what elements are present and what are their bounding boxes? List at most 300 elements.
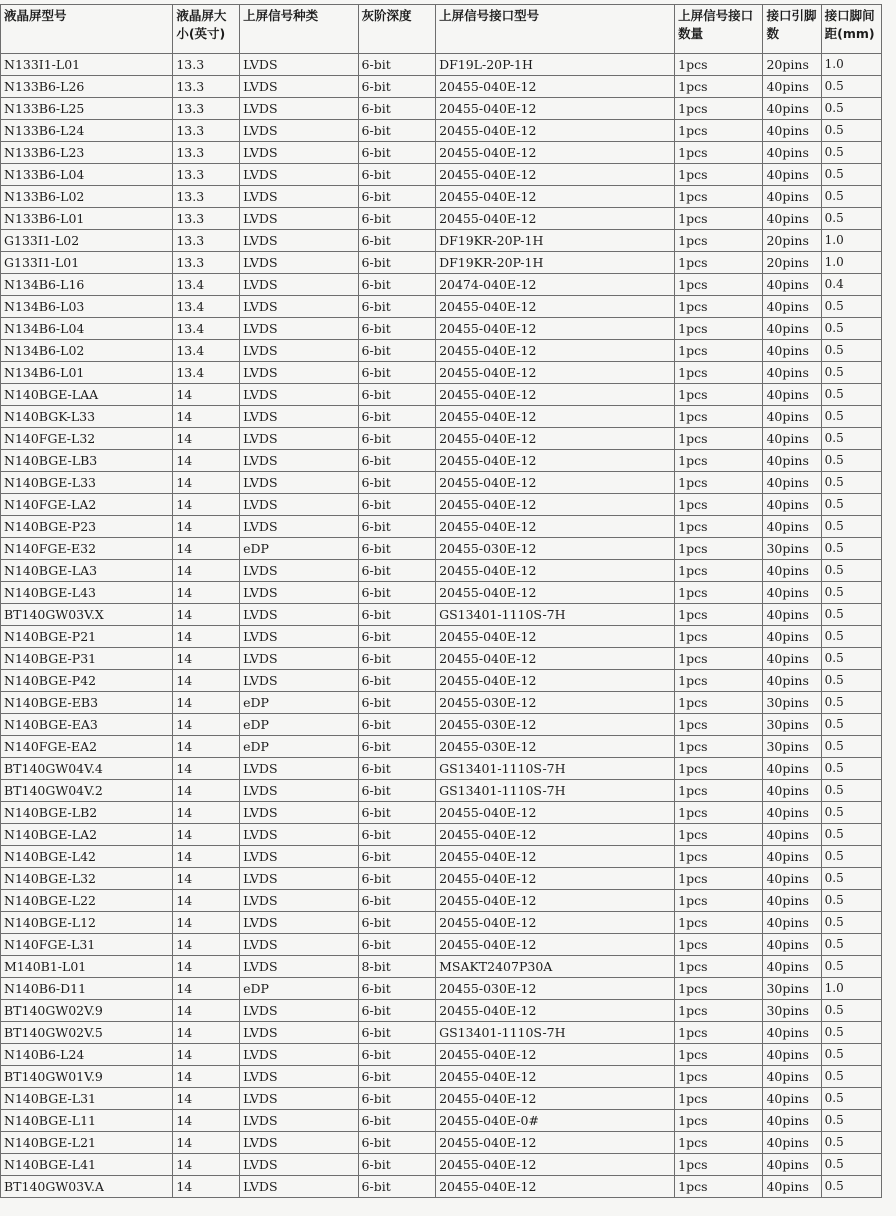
cell-pin-pitch: 0.5 xyxy=(821,494,881,516)
cell-connector-qty: 1pcs xyxy=(675,406,763,428)
cell-pin-count: 30pins xyxy=(763,1000,821,1022)
cell-signal-type: LVDS xyxy=(240,252,358,274)
cell-signal-type: LVDS xyxy=(240,846,358,868)
cell-bit-depth: 8-bit xyxy=(358,956,436,978)
cell-pin-pitch: 0.5 xyxy=(821,736,881,758)
cell-pin-pitch: 0.5 xyxy=(821,802,881,824)
cell-connector-model: 20455-040E-12 xyxy=(436,164,675,186)
cell-bit-depth: 6-bit xyxy=(358,868,436,890)
cell-connector-qty: 1pcs xyxy=(675,1044,763,1066)
cell-connector-model: 20455-040E-12 xyxy=(436,1000,675,1022)
cell-bit-depth: 6-bit xyxy=(358,1132,436,1154)
cell-pin-count: 40pins xyxy=(763,670,821,692)
cell-pin-pitch: 1.0 xyxy=(821,54,881,76)
table-row xyxy=(1,450,882,472)
cell-model: BT140GW01V.9 xyxy=(1,1066,173,1088)
cell-size: 14 xyxy=(173,450,240,472)
cell-bit-depth: 6-bit xyxy=(358,560,436,582)
cell-pin-count: 40pins xyxy=(763,362,821,384)
cell-signal-type: LVDS xyxy=(240,186,358,208)
cell-bit-depth: 6-bit xyxy=(358,54,436,76)
cell-pin-count: 40pins xyxy=(763,98,821,120)
table-row xyxy=(1,164,882,186)
cell-pin-pitch: 0.5 xyxy=(821,450,881,472)
cell-connector-qty: 1pcs xyxy=(675,450,763,472)
cell-connector-model: 20455-040E-12 xyxy=(436,76,675,98)
cell-bit-depth: 6-bit xyxy=(358,406,436,428)
cell-connector-qty: 1pcs xyxy=(675,780,763,802)
cell-signal-type: LVDS xyxy=(240,230,358,252)
table-row xyxy=(1,142,882,164)
cell-model: N140B6-D11 xyxy=(1,978,173,1000)
cell-bit-depth: 6-bit xyxy=(358,98,436,120)
cell-bit-depth: 6-bit xyxy=(358,472,436,494)
cell-model: N133B6-L26 xyxy=(1,76,173,98)
cell-model: N140BGK-L33 xyxy=(1,406,173,428)
cell-connector-model: 20455-030E-12 xyxy=(436,538,675,560)
cell-pin-count: 40pins xyxy=(763,1088,821,1110)
cell-connector-model: DF19KR-20P-1H xyxy=(436,252,675,274)
cell-bit-depth: 6-bit xyxy=(358,692,436,714)
cell-size: 14 xyxy=(173,1066,240,1088)
cell-pin-pitch: 0.5 xyxy=(821,208,881,230)
cell-signal-type: LVDS xyxy=(240,450,358,472)
cell-signal-type: LVDS xyxy=(240,472,358,494)
cell-pin-pitch: 0.5 xyxy=(821,318,881,340)
cell-connector-qty: 1pcs xyxy=(675,714,763,736)
cell-size: 14 xyxy=(173,384,240,406)
cell-connector-qty: 1pcs xyxy=(675,890,763,912)
cell-connector-qty: 1pcs xyxy=(675,120,763,142)
cell-pin-count: 40pins xyxy=(763,758,821,780)
cell-size: 14 xyxy=(173,1110,240,1132)
cell-pin-pitch: 0.5 xyxy=(821,560,881,582)
cell-bit-depth: 6-bit xyxy=(358,1066,436,1088)
cell-size: 14 xyxy=(173,868,240,890)
table-row xyxy=(1,780,882,802)
cell-model: N140BGE-L41 xyxy=(1,1154,173,1176)
cell-pin-pitch: 0.5 xyxy=(821,516,881,538)
cell-size: 14 xyxy=(173,428,240,450)
table-row xyxy=(1,340,882,362)
cell-pin-pitch: 0.5 xyxy=(821,912,881,934)
cell-signal-type: LVDS xyxy=(240,626,358,648)
cell-pin-pitch: 0.5 xyxy=(821,1088,881,1110)
cell-connector-model: 20455-030E-12 xyxy=(436,736,675,758)
cell-pin-count: 40pins xyxy=(763,802,821,824)
cell-pin-pitch: 0.5 xyxy=(821,1022,881,1044)
table-row xyxy=(1,692,882,714)
cell-signal-type: LVDS xyxy=(240,1176,358,1198)
cell-bit-depth: 6-bit xyxy=(358,1000,436,1022)
table-row xyxy=(1,76,882,98)
cell-model: N134B6-L03 xyxy=(1,296,173,318)
table-row xyxy=(1,912,882,934)
cell-connector-model: GS13401-1110S-7H xyxy=(436,604,675,626)
cell-pin-count: 40pins xyxy=(763,186,821,208)
cell-signal-type: LVDS xyxy=(240,824,358,846)
cell-size: 14 xyxy=(173,736,240,758)
cell-pin-count: 40pins xyxy=(763,604,821,626)
cell-pin-count: 40pins xyxy=(763,164,821,186)
cell-connector-qty: 1pcs xyxy=(675,758,763,780)
cell-model: BT140GW03V.X xyxy=(1,604,173,626)
cell-model: N140BGE-LB3 xyxy=(1,450,173,472)
cell-size: 13.3 xyxy=(173,186,240,208)
cell-model: N140BGE-P31 xyxy=(1,648,173,670)
table-row xyxy=(1,626,882,648)
cell-size: 14 xyxy=(173,692,240,714)
cell-connector-qty: 1pcs xyxy=(675,1000,763,1022)
cell-size: 14 xyxy=(173,670,240,692)
cell-connector-qty: 1pcs xyxy=(675,1088,763,1110)
cell-bit-depth: 6-bit xyxy=(358,76,436,98)
cell-size: 14 xyxy=(173,846,240,868)
cell-model: BT140GW04V.2 xyxy=(1,780,173,802)
cell-pin-count: 40pins xyxy=(763,868,821,890)
cell-connector-model: 20455-040E-12 xyxy=(436,1088,675,1110)
cell-pin-pitch: 0.5 xyxy=(821,824,881,846)
cell-size: 14 xyxy=(173,1044,240,1066)
cell-model: N133B6-L25 xyxy=(1,98,173,120)
cell-size: 13.4 xyxy=(173,318,240,340)
cell-signal-type: LVDS xyxy=(240,956,358,978)
cell-pin-pitch: 0.5 xyxy=(821,142,881,164)
cell-pin-count: 40pins xyxy=(763,472,821,494)
cell-model: N133B6-L04 xyxy=(1,164,173,186)
cell-pin-pitch: 0.5 xyxy=(821,384,881,406)
cell-connector-model: 20455-040E-12 xyxy=(436,648,675,670)
table-row xyxy=(1,120,882,142)
header-size: 液晶屏大小(英寸) xyxy=(173,5,240,54)
cell-model: BT140GW02V.5 xyxy=(1,1022,173,1044)
cell-size: 13.3 xyxy=(173,120,240,142)
cell-pin-pitch: 0.5 xyxy=(821,648,881,670)
cell-bit-depth: 6-bit xyxy=(358,1176,436,1198)
cell-connector-qty: 1pcs xyxy=(675,538,763,560)
cell-model: BT140GW04V.4 xyxy=(1,758,173,780)
cell-pin-pitch: 0.5 xyxy=(821,76,881,98)
table-row xyxy=(1,230,882,252)
cell-bit-depth: 6-bit xyxy=(358,208,436,230)
cell-model: N140BGE-LAA xyxy=(1,384,173,406)
cell-signal-type: eDP xyxy=(240,978,358,1000)
cell-connector-qty: 1pcs xyxy=(675,98,763,120)
cell-bit-depth: 6-bit xyxy=(358,1088,436,1110)
cell-connector-qty: 1pcs xyxy=(675,340,763,362)
cell-bit-depth: 6-bit xyxy=(358,670,436,692)
cell-pin-count: 40pins xyxy=(763,428,821,450)
cell-model: M140B1-L01 xyxy=(1,956,173,978)
cell-bit-depth: 6-bit xyxy=(358,186,436,208)
cell-model: N140FGE-L31 xyxy=(1,934,173,956)
table-row xyxy=(1,1110,882,1132)
cell-bit-depth: 6-bit xyxy=(358,274,436,296)
cell-bit-depth: 6-bit xyxy=(358,142,436,164)
cell-bit-depth: 6-bit xyxy=(358,340,436,362)
cell-model: N140FGE-EA2 xyxy=(1,736,173,758)
cell-bit-depth: 6-bit xyxy=(358,120,436,142)
table-row xyxy=(1,274,882,296)
cell-size: 14 xyxy=(173,890,240,912)
cell-bit-depth: 6-bit xyxy=(358,648,436,670)
cell-signal-type: LVDS xyxy=(240,384,358,406)
table-row xyxy=(1,978,882,1000)
cell-model: N133B6-L23 xyxy=(1,142,173,164)
lcd-spec-table xyxy=(0,4,882,1198)
cell-signal-type: LVDS xyxy=(240,296,358,318)
cell-pin-count: 40pins xyxy=(763,1110,821,1132)
table-row xyxy=(1,516,882,538)
table-row xyxy=(1,406,882,428)
cell-signal-type: eDP xyxy=(240,692,358,714)
cell-size: 14 xyxy=(173,802,240,824)
cell-pin-count: 40pins xyxy=(763,494,821,516)
table-row xyxy=(1,252,882,274)
cell-model: N140BGE-L42 xyxy=(1,846,173,868)
cell-signal-type: LVDS xyxy=(240,758,358,780)
cell-pin-count: 40pins xyxy=(763,582,821,604)
cell-connector-qty: 1pcs xyxy=(675,626,763,648)
cell-connector-model: 20455-040E-12 xyxy=(436,450,675,472)
cell-size: 14 xyxy=(173,626,240,648)
cell-signal-type: LVDS xyxy=(240,1132,358,1154)
cell-size: 13.4 xyxy=(173,340,240,362)
cell-signal-type: LVDS xyxy=(240,120,358,142)
cell-pin-pitch: 0.5 xyxy=(821,1044,881,1066)
cell-pin-count: 40pins xyxy=(763,1044,821,1066)
cell-connector-model: 20455-040E-12 xyxy=(436,1176,675,1198)
cell-pin-pitch: 0.5 xyxy=(821,758,881,780)
cell-pin-pitch: 0.5 xyxy=(821,780,881,802)
cell-connector-model: 20455-030E-12 xyxy=(436,692,675,714)
table-row xyxy=(1,670,882,692)
cell-connector-qty: 1pcs xyxy=(675,868,763,890)
cell-pin-count: 40pins xyxy=(763,648,821,670)
cell-bit-depth: 6-bit xyxy=(358,714,436,736)
cell-model: N133B6-L02 xyxy=(1,186,173,208)
cell-connector-model: 20455-040E-12 xyxy=(436,582,675,604)
table-row xyxy=(1,1132,882,1154)
cell-pin-pitch: 0.5 xyxy=(821,296,881,318)
cell-bit-depth: 6-bit xyxy=(358,824,436,846)
cell-signal-type: LVDS xyxy=(240,912,358,934)
cell-bit-depth: 6-bit xyxy=(358,516,436,538)
table-row xyxy=(1,824,882,846)
cell-signal-type: LVDS xyxy=(240,780,358,802)
cell-pin-pitch: 0.5 xyxy=(821,670,881,692)
cell-pin-pitch: 0.5 xyxy=(821,868,881,890)
cell-pin-count: 40pins xyxy=(763,890,821,912)
cell-model: N140BGE-L11 xyxy=(1,1110,173,1132)
cell-bit-depth: 6-bit xyxy=(358,318,436,340)
cell-pin-count: 40pins xyxy=(763,1154,821,1176)
cell-bit-depth: 6-bit xyxy=(358,604,436,626)
cell-connector-model: 20455-040E-12 xyxy=(436,318,675,340)
cell-model: N140BGE-P42 xyxy=(1,670,173,692)
cell-connector-qty: 1pcs xyxy=(675,692,763,714)
cell-model: N140BGE-LA2 xyxy=(1,824,173,846)
cell-bit-depth: 6-bit xyxy=(358,164,436,186)
cell-pin-count: 20pins xyxy=(763,54,821,76)
table-row xyxy=(1,582,882,604)
cell-connector-model: 20455-040E-12 xyxy=(436,802,675,824)
cell-connector-model: 20455-040E-12 xyxy=(436,934,675,956)
cell-size: 13.3 xyxy=(173,76,240,98)
cell-connector-qty: 1pcs xyxy=(675,1132,763,1154)
cell-pin-pitch: 0.5 xyxy=(821,98,881,120)
cell-signal-type: eDP xyxy=(240,736,358,758)
cell-pin-pitch: 0.5 xyxy=(821,1000,881,1022)
cell-connector-model: GS13401-1110S-7H xyxy=(436,780,675,802)
cell-model: N140BGE-L33 xyxy=(1,472,173,494)
cell-signal-type: LVDS xyxy=(240,582,358,604)
cell-connector-model: 20455-040E-12 xyxy=(436,362,675,384)
cell-size: 14 xyxy=(173,1022,240,1044)
cell-model: BT140GW02V.9 xyxy=(1,1000,173,1022)
cell-pin-pitch: 0.5 xyxy=(821,1154,881,1176)
cell-bit-depth: 6-bit xyxy=(358,912,436,934)
cell-connector-qty: 1pcs xyxy=(675,978,763,1000)
cell-model: N140BGE-EB3 xyxy=(1,692,173,714)
cell-connector-qty: 1pcs xyxy=(675,670,763,692)
cell-signal-type: LVDS xyxy=(240,362,358,384)
table-row xyxy=(1,868,882,890)
cell-pin-pitch: 1.0 xyxy=(821,978,881,1000)
table-row xyxy=(1,802,882,824)
cell-pin-count: 40pins xyxy=(763,824,821,846)
cell-connector-model: 20455-040E-12 xyxy=(436,296,675,318)
cell-connector-model: 20455-040E-12 xyxy=(436,846,675,868)
cell-model: N140BGE-L12 xyxy=(1,912,173,934)
cell-model: N134B6-L04 xyxy=(1,318,173,340)
cell-model: N140FGE-E32 xyxy=(1,538,173,560)
cell-pin-pitch: 0.5 xyxy=(821,164,881,186)
cell-pin-count: 40pins xyxy=(763,76,821,98)
cell-pin-pitch: 0.5 xyxy=(821,1066,881,1088)
cell-signal-type: eDP xyxy=(240,538,358,560)
cell-pin-count: 40pins xyxy=(763,142,821,164)
table-row xyxy=(1,1176,882,1198)
cell-pin-pitch: 0.5 xyxy=(821,692,881,714)
cell-connector-qty: 1pcs xyxy=(675,164,763,186)
table-row xyxy=(1,428,882,450)
cell-connector-model: 20455-040E-12 xyxy=(436,560,675,582)
cell-size: 14 xyxy=(173,582,240,604)
cell-bit-depth: 6-bit xyxy=(358,494,436,516)
cell-size: 13.3 xyxy=(173,164,240,186)
cell-connector-qty: 1pcs xyxy=(675,956,763,978)
table-row xyxy=(1,318,882,340)
cell-connector-qty: 1pcs xyxy=(675,142,763,164)
cell-size: 14 xyxy=(173,1000,240,1022)
table-row xyxy=(1,1022,882,1044)
cell-pin-count: 40pins xyxy=(763,1066,821,1088)
cell-pin-count: 30pins xyxy=(763,714,821,736)
cell-bit-depth: 6-bit xyxy=(358,1022,436,1044)
cell-pin-pitch: 0.5 xyxy=(821,120,881,142)
cell-pin-count: 40pins xyxy=(763,208,821,230)
cell-connector-model: 20455-040E-12 xyxy=(436,494,675,516)
cell-connector-qty: 1pcs xyxy=(675,604,763,626)
cell-size: 13.3 xyxy=(173,230,240,252)
cell-bit-depth: 6-bit xyxy=(358,1044,436,1066)
cell-size: 13.3 xyxy=(173,252,240,274)
cell-connector-qty: 1pcs xyxy=(675,472,763,494)
cell-pin-count: 20pins xyxy=(763,230,821,252)
cell-signal-type: LVDS xyxy=(240,1088,358,1110)
cell-bit-depth: 6-bit xyxy=(358,384,436,406)
cell-size: 13.3 xyxy=(173,208,240,230)
cell-pin-count: 40pins xyxy=(763,934,821,956)
cell-signal-type: LVDS xyxy=(240,670,358,692)
cell-model: N140BGE-L22 xyxy=(1,890,173,912)
cell-pin-count: 40pins xyxy=(763,384,821,406)
cell-size: 13.4 xyxy=(173,362,240,384)
cell-model: N140BGE-EA3 xyxy=(1,714,173,736)
cell-signal-type: LVDS xyxy=(240,560,358,582)
cell-model: N140BGE-P21 xyxy=(1,626,173,648)
cell-bit-depth: 6-bit xyxy=(358,978,436,1000)
cell-pin-count: 40pins xyxy=(763,846,821,868)
cell-connector-model: 20474-040E-12 xyxy=(436,274,675,296)
table-row xyxy=(1,362,882,384)
table-row xyxy=(1,54,882,76)
cell-pin-count: 20pins xyxy=(763,252,821,274)
cell-bit-depth: 6-bit xyxy=(358,626,436,648)
header-row xyxy=(1,5,882,54)
cell-pin-count: 40pins xyxy=(763,318,821,340)
cell-connector-model: DF19L-20P-1H xyxy=(436,54,675,76)
cell-pin-count: 40pins xyxy=(763,1132,821,1154)
cell-model: N140BGE-L21 xyxy=(1,1132,173,1154)
cell-model: N140BGE-LB2 xyxy=(1,802,173,824)
cell-signal-type: LVDS xyxy=(240,1066,358,1088)
cell-pin-count: 30pins xyxy=(763,736,821,758)
cell-size: 14 xyxy=(173,758,240,780)
cell-size: 14 xyxy=(173,406,240,428)
cell-size: 14 xyxy=(173,516,240,538)
cell-connector-model: DF19KR-20P-1H xyxy=(436,230,675,252)
cell-pin-pitch: 0.4 xyxy=(821,274,881,296)
table-row xyxy=(1,1154,882,1176)
cell-size: 14 xyxy=(173,912,240,934)
cell-connector-qty: 1pcs xyxy=(675,582,763,604)
cell-pin-pitch: 0.5 xyxy=(821,956,881,978)
cell-connector-model: 20455-040E-12 xyxy=(436,1132,675,1154)
cell-model: N133B6-L01 xyxy=(1,208,173,230)
table-row xyxy=(1,604,882,626)
cell-signal-type: LVDS xyxy=(240,142,358,164)
cell-connector-model: 20455-040E-12 xyxy=(436,384,675,406)
cell-size: 14 xyxy=(173,1176,240,1198)
table-row xyxy=(1,648,882,670)
cell-pin-pitch: 0.5 xyxy=(821,604,881,626)
cell-connector-qty: 1pcs xyxy=(675,912,763,934)
cell-bit-depth: 6-bit xyxy=(358,780,436,802)
cell-connector-model: 20455-040E-12 xyxy=(436,626,675,648)
cell-bit-depth: 6-bit xyxy=(358,1154,436,1176)
cell-signal-type: LVDS xyxy=(240,934,358,956)
cell-pin-pitch: 0.5 xyxy=(821,362,881,384)
cell-size: 14 xyxy=(173,978,240,1000)
cell-model: N140BGE-P23 xyxy=(1,516,173,538)
cell-pin-count: 40pins xyxy=(763,516,821,538)
cell-connector-qty: 1pcs xyxy=(675,362,763,384)
cell-signal-type: LVDS xyxy=(240,516,358,538)
cell-connector-model: GS13401-1110S-7H xyxy=(436,758,675,780)
cell-connector-model: 20455-040E-12 xyxy=(436,824,675,846)
